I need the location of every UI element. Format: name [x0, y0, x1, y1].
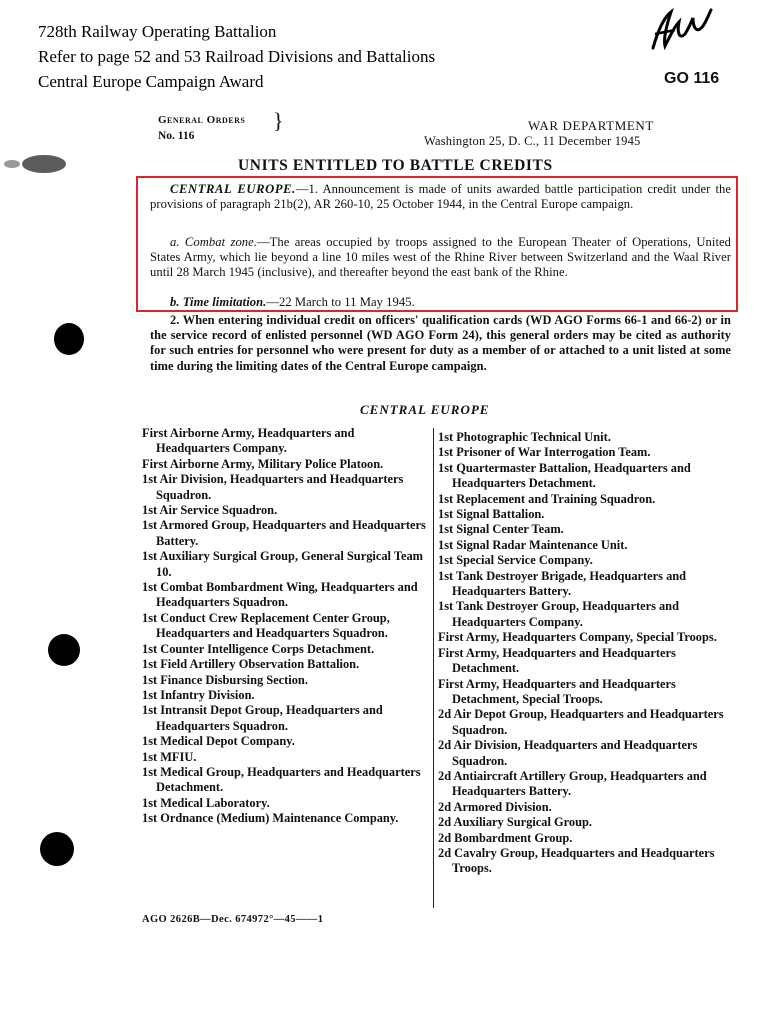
left-unit-entry: First Airborne Army, Military Police Platoon. [142, 456, 384, 471]
right-unit-entry: 2d Armored Division. [438, 799, 552, 814]
left-unit-entry: 1st Ordnance (Medium) Maintenance Company. [142, 811, 399, 826]
margin-smudge [0, 150, 70, 178]
left-unit-entry: 1st Intransit Depot Group, Headquarters and Headquarters Squadron. [142, 703, 383, 733]
punch-hole-2 [48, 634, 80, 666]
right-unit-entry: 1st Prisoner of War Interrogation Team. [438, 445, 651, 460]
list-heading: CENTRAL EUROPE [360, 402, 490, 417]
column-divider [433, 428, 434, 908]
left-unit-entry: 1st Field Artillery Observation Battalion. [142, 657, 360, 672]
combat-zone-text: —The areas occupied by troops assigned to the European Theater of Operations, United States Army, which lie beyond a line 10 miles west of the Rhine River between Switzerland and the Waal River until 28 March 1945 (inclusive), and thereafter beyond the east bank of the Rhine. [150, 235, 731, 280]
right-unit-entry: 2d Antiaircraft Artillery Group, Headquarters and Headquarters Battery. [438, 768, 707, 799]
left-unit-entry: 1st Finance Disbursing Section. [142, 672, 308, 687]
right-unit-entry: 1st Signal Radar Maintenance Unit. [438, 537, 628, 552]
left-unit-entry: 1st Auxiliary Surgical Group, General Surgical Team 10. [142, 549, 423, 579]
time-limitation-label: b. Time limitation. [170, 295, 267, 309]
war-department: WAR DEPARTMENT [528, 118, 654, 133]
right-unit-entry: 1st Quartermaster Battalion, Headquarters and Headquarters Detachment. [438, 460, 691, 491]
right-unit-entry: 2d Bombardment Group. [438, 830, 573, 845]
right-unit-entry: 1st Tank Destroyer Brigade, Headquarters and Headquarters Battery. [438, 568, 687, 599]
right-unit-entry: First Army, Headquarters Company, Special Troops. [438, 630, 717, 645]
right-unit-entry: First Army, Headquarters and Headquarters Detachment. [438, 645, 676, 676]
right-unit-entry: 1st Tank Destroyer Group, Headquarters and Headquarters Company. [438, 599, 679, 629]
handwritten-line-2: Refer to page 52 and 53 Railroad Divisions and Battalions [38, 47, 436, 66]
right-unit-entry: 1st Signal Center Team. [438, 522, 564, 537]
handwritten-note [38, 19, 435, 94]
left-unit-entry: 1st Air Division, Headquarters and Headquarters Squadron. [142, 472, 404, 502]
left-unit-entry: 1st Conduct Crew Replacement Center Group, Headquarters and Headquarters Squadron. [142, 610, 390, 641]
left-unit-entry: 1st Medical Group, Headquarters and Headquarters Detachment. [142, 764, 421, 795]
section-1-text: —1. Announcement is made of units awarded battle participation credit under the provisions of paragraph 21b(2), AR 260-10, 25 October 1944, in the Central Europe campaign. [150, 182, 731, 212]
punch-hole-1 [54, 323, 84, 355]
right-unit-entry: 2d Air Depot Group, Headquarters and Headquarters Squadron. [438, 707, 724, 737]
punch-hole-3 [40, 832, 74, 866]
left-unit-entry: 1st MFIU. [142, 749, 197, 764]
location-date: Washington 25, D. C., 11 December 1945 [424, 134, 641, 148]
right-unit-entry: 2d Auxiliary Surgical Group. [438, 815, 592, 830]
time-limitation-paragraph [150, 295, 731, 310]
section-1-heading: CENTRAL EUROPE. [170, 182, 296, 196]
combat-zone-label: a. Combat zone. [170, 235, 257, 249]
general-order-number: GO 116 [664, 70, 720, 87]
handwritten-line-1: 728th Railway Operating Battalion [38, 22, 277, 41]
combat-zone-paragraph [150, 235, 731, 281]
right-unit-entry: 1st Special Service Company. [438, 553, 593, 568]
left-unit-entry: First Airborne Army, Headquarters and Headquarters Company. [142, 426, 355, 456]
document-title: UNITS ENTITLED TO BATTLE CREDITS [238, 157, 553, 174]
left-column-list [142, 426, 430, 827]
right-column-list [438, 430, 728, 877]
section-2-paragraph: 2. When entering individual credit on officers' qualification cards (WD AGO Forms 66-1 and 66-2) or in the service record of enlisted personnel (WD AGO Form 24), this general orders may be cited as authority for such entries for personnel who were present for duty as a member of or attached to a unit listed at some time during the limiting dates of the Central Europe campaign. [150, 313, 731, 373]
left-unit-entry: 1st Combat Bombardment Wing, Headquarters and Headquarters Squadron. [142, 580, 418, 610]
initials-signature [645, 4, 715, 56]
right-unit-entry: 1st Photographic Technical Unit. [438, 430, 611, 444]
right-unit-entry: 2d Air Division, Headquarters and Headquarters Squadron. [438, 738, 698, 768]
left-unit-entry: 1st Infantry Division. [142, 687, 255, 702]
brace: } [273, 108, 284, 133]
right-unit-entry: 1st Signal Battalion. [438, 507, 545, 522]
left-unit-entry: 1st Medical Depot Company. [142, 734, 295, 749]
right-unit-entry: First Army, Headquarters and Headquarters Detachment, Special Troops. [438, 676, 676, 706]
left-unit-entry: 1st Air Service Squadron. [142, 503, 278, 518]
handwritten-line-3: Central Europe Campaign Award [38, 72, 264, 91]
section-1-paragraph [150, 182, 731, 212]
right-unit-entry: 1st Replacement and Training Squadron. [438, 491, 656, 506]
order-number: No. 116 [158, 130, 195, 142]
left-unit-entry: 1st Armored Group, Headquarters and Headquarters Battery. [142, 518, 426, 548]
general-orders-label: General Orders [158, 114, 246, 126]
left-unit-entry: 1st Medical Laboratory. [142, 795, 270, 810]
left-unit-entry: 1st Counter Intelligence Corps Detachment. [142, 641, 375, 656]
time-limitation-text: —22 March to 11 May 1945. [266, 295, 415, 309]
right-unit-entry: 2d Cavalry Group, Headquarters and Headquarters Troops. [438, 845, 715, 876]
footer-code: AGO 2626B—Dec. 674972°—45——1 [142, 914, 324, 925]
